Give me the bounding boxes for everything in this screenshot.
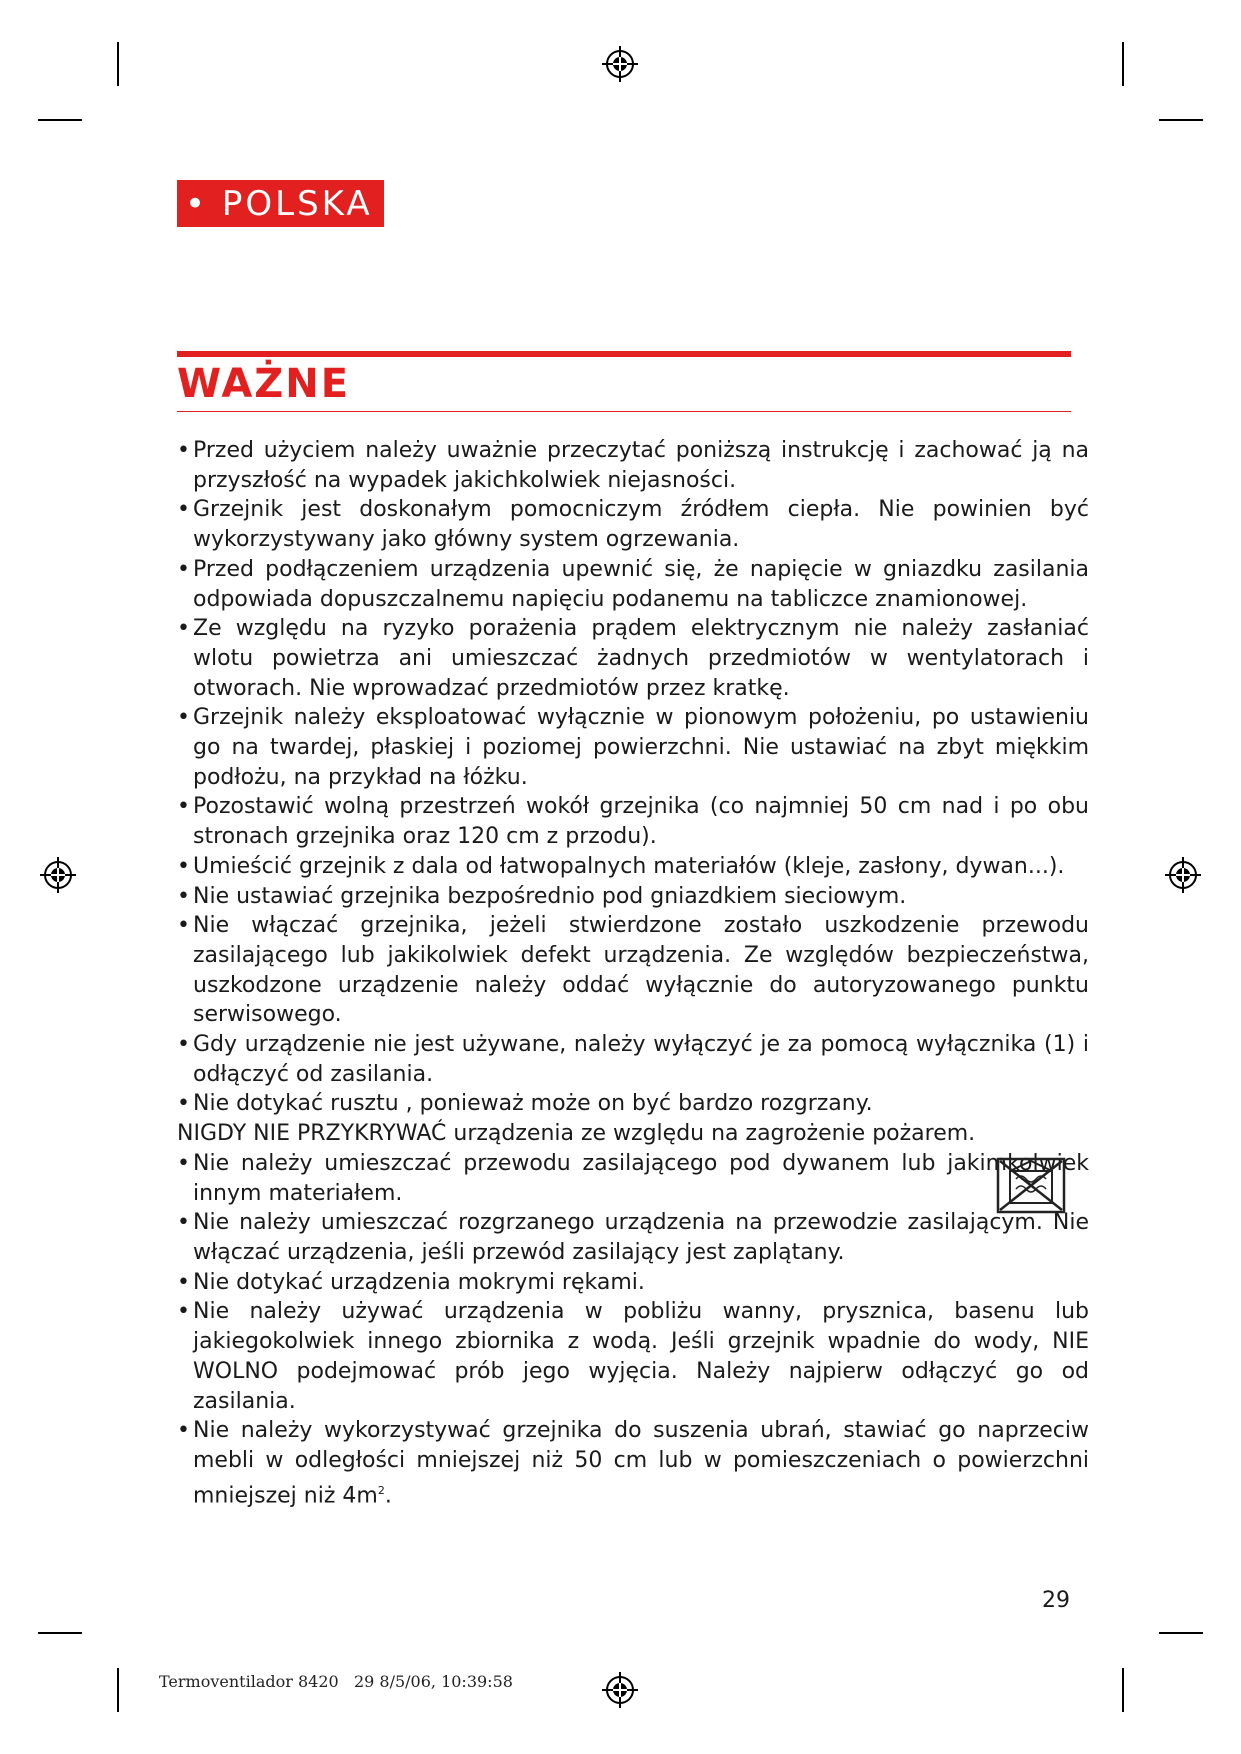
bullet: • bbox=[177, 705, 190, 731]
crop-mark bbox=[117, 1668, 119, 1712]
crop-mark bbox=[1122, 42, 1124, 86]
bullet: • bbox=[177, 1269, 190, 1295]
list-item-text: Nie należy umieszczać rozgrzanego urządzenia na przewodzie zasilającym. Nie włączać urządzenia, jeśli przewód zasilający jest zaplątany. bbox=[193, 1210, 1089, 1265]
list-item bbox=[177, 1030, 1089, 1089]
bullet: • bbox=[177, 853, 190, 879]
warning-line: NIGDY NIE PRZYKRYWAĆ urządzenia ze względu na zagrożenie pożarem. bbox=[177, 1121, 976, 1147]
list-item bbox=[177, 792, 1089, 851]
heading-underline bbox=[177, 411, 1071, 412]
list-item bbox=[177, 436, 1089, 495]
language-badge: • POLSKA bbox=[177, 180, 384, 227]
print-footer: Termoventilador 8420 29 8/5/06, 10:39:58 bbox=[159, 1672, 513, 1691]
safety-instructions bbox=[177, 436, 1089, 1511]
bullet: • bbox=[177, 1210, 190, 1236]
bullet: • bbox=[177, 883, 190, 909]
crop-mark bbox=[38, 1632, 82, 1634]
list-item bbox=[177, 1149, 1089, 1208]
bullet: • bbox=[177, 794, 190, 820]
list-item-text: Nie dotykać urządzenia mokrymi rękami. bbox=[193, 1269, 645, 1295]
registration-mark-icon bbox=[600, 1670, 640, 1710]
bullet: • bbox=[177, 556, 190, 582]
crop-mark bbox=[38, 119, 82, 121]
page-number: 29 bbox=[1042, 1588, 1070, 1613]
superscript: 2 bbox=[377, 1483, 385, 1497]
list-item-text: Nie dotykać rusztu , ponieważ może on być bardzo rozgrzany. bbox=[193, 1091, 873, 1117]
list-item-text: Ze względu na ryzyko porażenia prądem elektrycznym nie należy zasłaniać wlotu powietrza ani umieszczać żadnych przedmiotów w wentylatorach i otworach. Nie wprowadzać przedmiotów przez kratkę. bbox=[193, 616, 1089, 701]
list-item-text: Przed podłączeniem urządzenia upewnić się, że napięcie w gniazdku zasilania odpowiada dopuszczalnemu napięciu podanemu na tabliczce znamionowej. bbox=[193, 556, 1089, 612]
registration-mark-icon bbox=[1163, 855, 1203, 895]
bullet: • bbox=[177, 1150, 190, 1176]
bullet: • bbox=[177, 438, 190, 463]
list-item-text: Przed użyciem należy uważnie przeczytać poniższą instrukcję i zachować ją na przyszłość na wypadek jakichkolwiek niejasności. bbox=[193, 438, 1089, 493]
list-item-text: Nie należy wykorzystywać grzejnika do suszenia ubrań, stawiać go naprzeciw mebli w odległości mniejszej niż 50 cm lub w pomieszczeniach o powierzchni mniejszej niż 4m bbox=[193, 1418, 1089, 1508]
crop-mark bbox=[117, 42, 119, 86]
list-item bbox=[177, 1416, 1089, 1510]
list-item-text: Grzejnik jest doskonałym pomocniczym źródłem ciepła. Nie powinien być wykorzystywany jako główny system ogrzewania. bbox=[193, 497, 1089, 553]
list-item-text: Umieścić grzejnik z dala od łatwopalnych materiałów (kleje, zasłony, dywan...). bbox=[193, 853, 1065, 879]
bullet: • bbox=[177, 1299, 190, 1325]
list-item bbox=[177, 555, 1089, 614]
list-item bbox=[177, 1297, 1089, 1416]
bullet: • bbox=[177, 913, 190, 939]
list-item-text: Nie należy umieszczać przewodu zasilającego pod dywanem lub jakimkolwiek innym materiałem. bbox=[193, 1150, 1089, 1206]
list-item bbox=[177, 1208, 1089, 1267]
heading-rule bbox=[177, 351, 1071, 357]
list-item bbox=[177, 882, 1089, 912]
list-item-end: . bbox=[384, 1482, 392, 1508]
bullet: • bbox=[177, 497, 190, 523]
list-item bbox=[177, 1089, 1089, 1119]
list-item-text: Nie włączać grzejnika, jeżeli stwierdzone zostało uszkodzenie przewodu zasilającego lub jakikolwiek defekt urządzenia. Ze względów bezpieczeństwa, uszkodzone urządzenie należy oddać wyłącznie do autoryzowanego punktu serwisowego. bbox=[193, 913, 1089, 1028]
list-item-text: Nie ustawiać grzejnika bezpośrednio pod gniazdkiem sieciowym. bbox=[193, 883, 907, 909]
list-item bbox=[177, 614, 1089, 703]
list-item-text: Pozostawić wolną przestrzeń wokół grzejnika (co najmniej 50 cm nad i po obu stronach grzejnika oraz 120 cm z przodu). bbox=[193, 794, 1089, 850]
crop-mark bbox=[1122, 1668, 1124, 1712]
list-item bbox=[177, 911, 1089, 1030]
bullet: • bbox=[177, 1091, 190, 1117]
list-item-text: Gdy urządzenie nie jest używane, należy wyłączyć je za pomocą wyłącznika (1) i odłączyć od zasilania. bbox=[193, 1032, 1089, 1087]
list-item bbox=[177, 1268, 1089, 1298]
bullet: • bbox=[177, 1418, 190, 1444]
list-item bbox=[177, 703, 1089, 792]
registration-mark-icon bbox=[600, 44, 640, 84]
registration-mark-icon bbox=[38, 855, 78, 895]
list-item-text: Nie należy używać urządzenia w pobliżu wanny, prysznica, basenu lub jakiegokolwiek innego zbiornika z wodą. Jeśli grzejnik wpadnie do wody, NIE WOLNO podejmować prób jego wyjęcia. Należy najpierw odłączyć go od zasilania. bbox=[193, 1299, 1089, 1414]
list-item bbox=[177, 852, 1089, 882]
list-item bbox=[177, 495, 1089, 554]
bullet: • bbox=[177, 1032, 190, 1058]
list-item-text: Grzejnik należy eksploatować wyłącznie w pionowym położeniu, po ustawieniu go na twardej, płaskiej i poziomej powierzchni. Nie ustawiać na zbyt miękkim podłożu, na przykład na łóżku. bbox=[193, 705, 1089, 790]
crop-mark bbox=[1159, 1632, 1203, 1634]
do-not-cover-icon bbox=[996, 1157, 1066, 1214]
page-heading: WAŻNE bbox=[177, 361, 351, 407]
bullet: • bbox=[177, 616, 190, 642]
crop-mark bbox=[1159, 119, 1203, 121]
